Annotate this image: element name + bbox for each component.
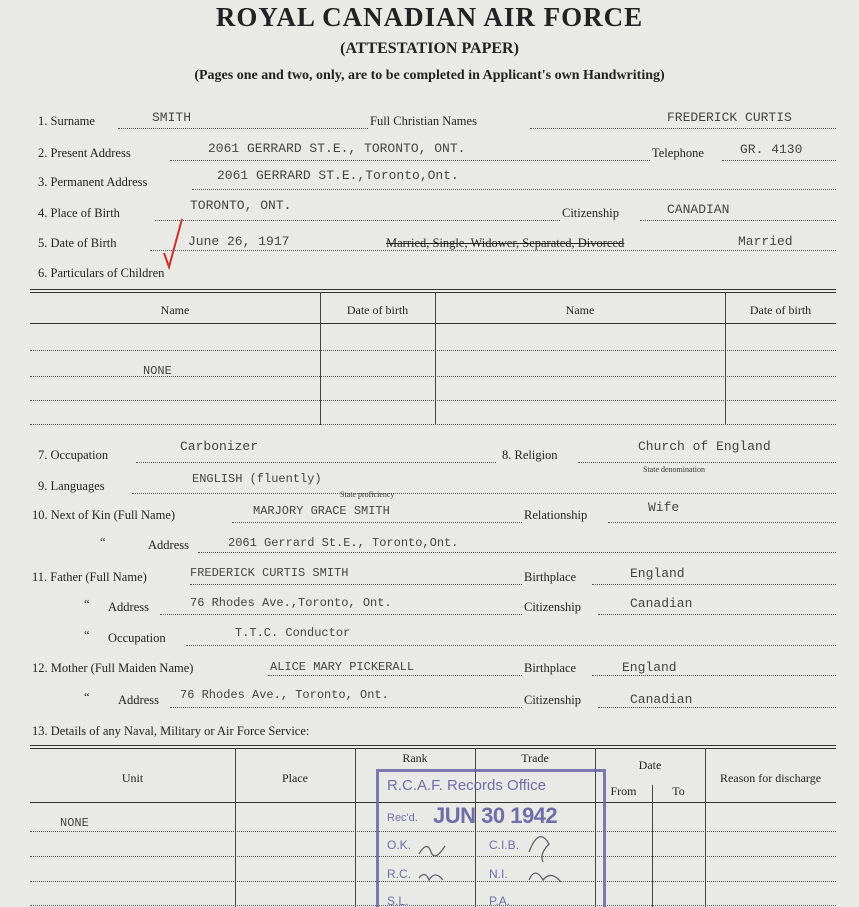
father-address-value: 76 Rhodes Ave.,Toronto, Ont. (190, 596, 392, 610)
present-address-label: 2. Present Address (38, 146, 131, 160)
stamp-ok: O.K. (387, 838, 412, 852)
christian-names-label: Full Christian Names (370, 114, 477, 128)
place-of-birth-label: 4. Place of Birth (38, 206, 120, 220)
marital-status-label: Married, Single, Widower, Separated, Divorced (386, 236, 625, 250)
check-mark-icon (160, 215, 190, 275)
telephone-label: Telephone (652, 146, 704, 160)
father-occupation-label: Occupation (108, 631, 166, 645)
children-header-name: Name (160, 303, 190, 317)
mother-citizenship-value: Canadian (630, 692, 693, 707)
citizenship-label: Citizenship (562, 206, 619, 220)
permanent-address-label: 3. Permanent Address (38, 175, 148, 189)
stamp-ni: N.I. (489, 867, 508, 881)
stamp-office: R.C.A.F. Records Office (387, 777, 546, 794)
document-subtitle: (ATTESTATION PAPER) (340, 40, 519, 57)
service-value: NONE (60, 816, 89, 830)
mother-birthplace-value: England (622, 660, 677, 675)
service-header-date: Date (638, 758, 662, 772)
father-birthplace-value: England (630, 566, 685, 581)
service-header-place: Place (282, 771, 308, 785)
father-address-label: Address (108, 600, 149, 614)
citizenship-value: CANADIAN (667, 202, 730, 217)
occupation-value: Carbonizer (180, 439, 259, 454)
date-of-birth-label: 5. Date of Birth (38, 236, 117, 250)
ditto-mark: “ (84, 690, 90, 704)
religion-label: 8. Religion (502, 448, 558, 462)
stamp-rc: R.C. (387, 867, 411, 881)
telephone-value: GR. 4130 (740, 142, 803, 157)
father-birthplace-label: Birthplace (524, 570, 577, 584)
surname-label: 1. Surname (38, 114, 95, 128)
languages-value: ENGLISH (fluently) (192, 472, 322, 486)
service-header-to: To (672, 784, 685, 798)
children-header-dob: Date of birth (346, 303, 409, 317)
ditto-mark: “ (84, 597, 90, 611)
occupation-label: 7. Occupation (38, 448, 109, 462)
children-header-name-2: Name (565, 303, 595, 317)
mother-address-label: Address (118, 693, 159, 707)
father-label: 11. Father (Full Name) (32, 570, 147, 584)
religion-note: State denomination (643, 465, 705, 474)
stamp-initials-signature-icon (379, 772, 603, 907)
stamp-cib: C.I.B. (489, 838, 520, 852)
surname-value: SMITH (152, 110, 192, 125)
relationship-label: Relationship (524, 508, 588, 522)
children-label: 6. Particulars of Children (38, 266, 165, 280)
service-header-rank: Rank (402, 751, 428, 765)
place-of-birth-value: TORONTO, ONT. (190, 198, 292, 213)
service-label: 13. Details of any Naval, Military or Air Force Service: (32, 724, 310, 738)
kin-address-label: Address (148, 538, 189, 552)
mother-citizenship-label: Citizenship (524, 693, 581, 707)
languages-label: 9. Languages (38, 479, 105, 493)
mother-birthplace-label: Birthplace (524, 661, 577, 675)
stamp-sl: S.L. (387, 894, 409, 907)
service-header-unit: Unit (121, 771, 144, 785)
christian-names-value: FREDERICK CURTIS (667, 110, 792, 125)
children-header-dob-2: Date of birth (749, 303, 812, 317)
father-occupation-value: T.T.C. Conductor (235, 626, 351, 640)
instruction: (Pages one and two, only, are to be completed in Applicant's own Handwriting) (194, 68, 665, 83)
service-header-trade: Trade (521, 751, 549, 765)
stamp-recd-label: Rec'd. (387, 812, 418, 824)
service-header-reason: Reason for discharge (719, 771, 822, 785)
kin-address-value: 2061 Gerrard St.E., Toronto,Ont. (228, 536, 459, 550)
ditto-mark: “ (100, 535, 106, 549)
relationship-value: Wife (648, 500, 680, 515)
languages-note: State proficiency (340, 490, 395, 499)
father-citizenship-label: Citizenship (524, 600, 581, 614)
present-address-value: 2061 GERRARD ST.E., TORONTO, ONT. (208, 141, 466, 156)
children-value: NONE (143, 364, 172, 378)
date-of-birth-value: June 26, 1917 (188, 234, 290, 249)
mother-address-value: 76 Rhodes Ave., Toronto, Ont. (180, 688, 389, 702)
father-value: FREDERICK CURTIS SMITH (190, 566, 349, 580)
records-office-stamp (376, 769, 606, 907)
father-citizenship-value: Canadian (630, 596, 693, 611)
stamp-pa: P.A. (489, 894, 511, 907)
mother-value: ALICE MARY PICKERALL (270, 660, 415, 674)
service-header-from: From (610, 784, 637, 798)
ditto-mark: “ (84, 628, 90, 642)
stamp-date: JUN 30 1942 (433, 803, 558, 828)
marital-status-value: Married (738, 234, 793, 249)
next-of-kin-label: 10. Next of Kin (Full Name) (32, 508, 176, 522)
document-title: ROYAL CANADIAN AIR FORCE (215, 2, 644, 32)
mother-label: 12. Mother (Full Maiden Name) (32, 661, 194, 675)
next-of-kin-value: MARJORY GRACE SMITH (253, 504, 390, 518)
permanent-address-value: 2061 GERRARD ST.E.,Toronto,Ont. (217, 168, 459, 183)
religion-value: Church of England (638, 439, 771, 454)
